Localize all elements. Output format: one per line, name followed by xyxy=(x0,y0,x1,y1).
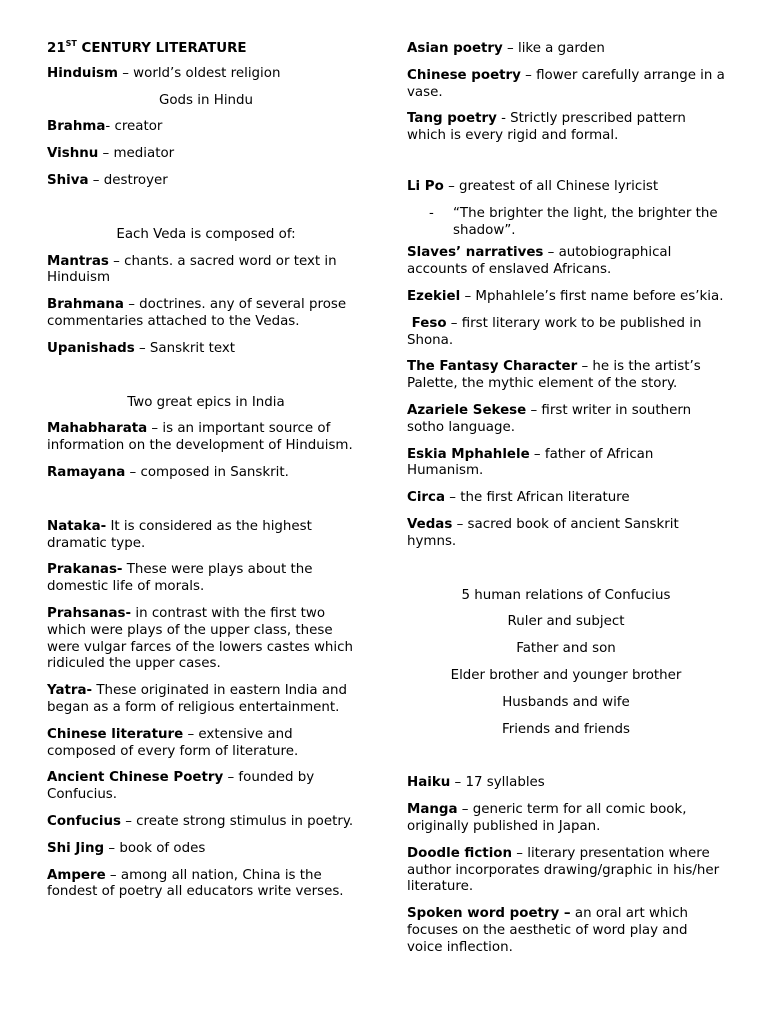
definition: – first literary work to be published in Shona. xyxy=(407,315,702,348)
spacer xyxy=(407,561,725,588)
section-heading-veda: Each Veda is composed of: xyxy=(116,226,296,242)
definition: – destroyer xyxy=(88,172,168,188)
definition-slaves-narratives xyxy=(407,245,725,279)
definition: – sacred book of ancient Sanskrit hymns. xyxy=(407,516,679,549)
term: Manga xyxy=(407,802,458,818)
term: Shiva xyxy=(47,172,89,188)
term: Brahmana xyxy=(47,297,124,313)
definition: – chants. a sacred word or text in Hinduism xyxy=(47,253,337,286)
term: Feso xyxy=(407,315,447,331)
term: Slaves’ narratives xyxy=(407,245,544,261)
definition: - creator xyxy=(105,119,163,135)
definition-doodle-fiction xyxy=(407,846,725,896)
definition: – first writer in southern sotho language. xyxy=(407,402,692,435)
definition-shiva xyxy=(47,173,365,190)
spacer xyxy=(407,155,725,179)
definition-prakanas xyxy=(47,562,365,596)
definition-hinduism xyxy=(47,66,365,83)
definition-ampere xyxy=(47,868,365,902)
definition: – create strong stimulus in poetry. xyxy=(120,813,354,829)
definition-eskia-mphahlele xyxy=(407,447,725,481)
definition-chinese-poetry xyxy=(407,68,725,102)
definition-confucius xyxy=(47,814,365,831)
definition: – the first African literature xyxy=(445,490,630,506)
definition-ancient-chinese-poetry xyxy=(47,770,365,804)
definition: – mediator xyxy=(98,146,175,162)
spacer xyxy=(47,200,365,227)
term: Hinduism xyxy=(47,65,118,81)
definition-asian-poetry xyxy=(407,41,725,58)
definition-manga xyxy=(407,802,725,836)
term: Yatra- xyxy=(47,683,93,699)
definition-nataka xyxy=(47,519,365,553)
definition-mantras xyxy=(47,254,365,288)
term: Ancient Chinese Poetry xyxy=(47,770,224,786)
definition-mahabharata xyxy=(47,421,365,455)
relation-item: Ruler and subject xyxy=(507,614,625,630)
definition: – world’s oldest religion xyxy=(117,65,281,81)
definition-ezekiel xyxy=(407,289,725,306)
term: Tang poetry xyxy=(407,111,497,127)
term: Confucius xyxy=(47,813,121,829)
quote-bullet xyxy=(407,206,725,240)
quote-text: “The brighter the light, the brighter the shadow”. xyxy=(453,205,718,238)
term: The Fantasy Character xyxy=(407,359,578,375)
definition-brahmana xyxy=(47,297,365,331)
term: Doodle fiction xyxy=(407,845,513,861)
term: Chinese literature xyxy=(47,726,184,742)
section-heading-confucius: 5 human relations of Confucius xyxy=(461,587,671,603)
definition-fantasy-character xyxy=(407,359,725,393)
definition: – book of odes xyxy=(104,840,206,856)
definition-vishnu xyxy=(47,146,365,163)
definition: – literary presentation where author incorporates drawing/graphic in his/her literature. xyxy=(407,845,720,895)
definition: – is an important source of information on the development of Hinduism. xyxy=(47,421,353,454)
title-text: CENTURY LITERATURE xyxy=(76,41,247,56)
definition-prahsanas xyxy=(47,606,365,673)
definition: – father of African Humanism. xyxy=(407,446,654,479)
definition-yatra xyxy=(47,683,365,717)
term: Mantras xyxy=(47,253,109,269)
relation-item: Husbands and wife xyxy=(502,694,630,710)
definition: – flower carefully arrange in a vase. xyxy=(407,67,725,100)
term: Prakanas- xyxy=(47,562,123,578)
term: Spoken word poetry – xyxy=(407,906,571,922)
title-number: 21 xyxy=(47,41,66,56)
definition-ramayana xyxy=(47,465,365,482)
definition-tang-poetry xyxy=(407,111,725,145)
definition-vedas xyxy=(407,517,725,551)
term: Ampere xyxy=(47,867,106,883)
definition-brahma xyxy=(47,119,365,136)
definition: – 17 syllables xyxy=(450,775,545,791)
definition: – doctrines. any of several prose commentaries attached to the Vedas. xyxy=(47,297,347,329)
term: Circa xyxy=(407,490,445,506)
definition: – like a garden xyxy=(502,41,605,56)
relation-item: Elder brother and younger brother xyxy=(450,667,682,683)
term: Li Po xyxy=(407,178,444,194)
term: Prahsanas- xyxy=(47,605,132,621)
term: Ramayana xyxy=(47,464,126,480)
right-column xyxy=(407,41,725,966)
spacer xyxy=(47,492,365,519)
term: Eskia Mphahlele xyxy=(407,446,530,462)
term: Brahma xyxy=(47,119,106,135)
term: Upanishads xyxy=(47,340,135,356)
title-superscript: ST xyxy=(65,39,77,48)
definition: - Strictly prescribed pattern which is every rigid and formal. xyxy=(407,111,686,144)
spacer xyxy=(47,368,365,395)
definition-feso xyxy=(407,316,725,350)
definition: – founded by Confucius. xyxy=(47,770,315,803)
definition: – he is the artist’s Palette, the mythic element of the story. xyxy=(407,359,701,392)
definition: These were plays about the domestic life of morals. xyxy=(47,562,313,595)
term: Mahabharata xyxy=(47,421,148,437)
definition: – composed in Sanskrit. xyxy=(125,464,289,480)
definition-upanishads xyxy=(47,341,365,358)
term: Chinese poetry xyxy=(407,67,521,83)
term: Haiku xyxy=(407,775,451,791)
term: Ezekiel xyxy=(407,288,461,304)
definition-spoken-word-poetry xyxy=(407,906,725,956)
term: Azariele Sekese xyxy=(407,402,527,418)
definition: – autobiographical accounts of enslaved Africans. xyxy=(407,245,672,278)
definition: – greatest of all Chinese lyricist xyxy=(443,178,659,194)
definition: – Mphahlele’s first name before es’kia. xyxy=(460,288,724,304)
term: Vedas xyxy=(407,516,453,532)
section-heading-gods: Gods in Hindu xyxy=(158,92,254,108)
definition: – extensive and composed of every form of literature. xyxy=(47,726,299,759)
left-column xyxy=(47,41,365,911)
relation-item: Friends and friends xyxy=(501,721,630,737)
term: Nataka- xyxy=(47,518,107,534)
term: Shi Jing xyxy=(47,840,105,856)
definition-shi-jing xyxy=(47,841,365,858)
relation-item: Father and son xyxy=(516,641,616,657)
definition-li-po xyxy=(407,179,725,196)
bullet-dash: - xyxy=(429,205,434,221)
term: Asian poetry xyxy=(407,41,503,56)
definition: These originated in eastern India and began as a form of religious entertainment. xyxy=(47,683,348,715)
definition-haiku xyxy=(407,775,725,792)
definition-chinese-literature xyxy=(47,727,365,761)
definition: – among all nation, China is the fondest of poetry all educators write verses. xyxy=(47,867,344,900)
definition: an oral art which focuses on the aesthetic of word play and voice inflection. xyxy=(407,906,688,955)
definition: It is considered as the highest dramatic type. xyxy=(47,518,312,551)
term: Vishnu xyxy=(47,146,99,162)
section-heading-epics: Two great epics in India xyxy=(127,394,285,410)
definition: – Sanskrit text xyxy=(134,340,236,356)
definition: – generic term for all comic book, originally published in Japan. xyxy=(407,802,687,834)
document-title xyxy=(47,41,365,58)
spacer xyxy=(407,748,725,775)
definition: in contrast with the first two which were plays of the upper class, these were vulgar farces of the lowers castes which ridiculed the upper cases. xyxy=(47,605,353,672)
definition-circa xyxy=(407,490,725,507)
definition-azariele-sekese xyxy=(407,403,725,437)
